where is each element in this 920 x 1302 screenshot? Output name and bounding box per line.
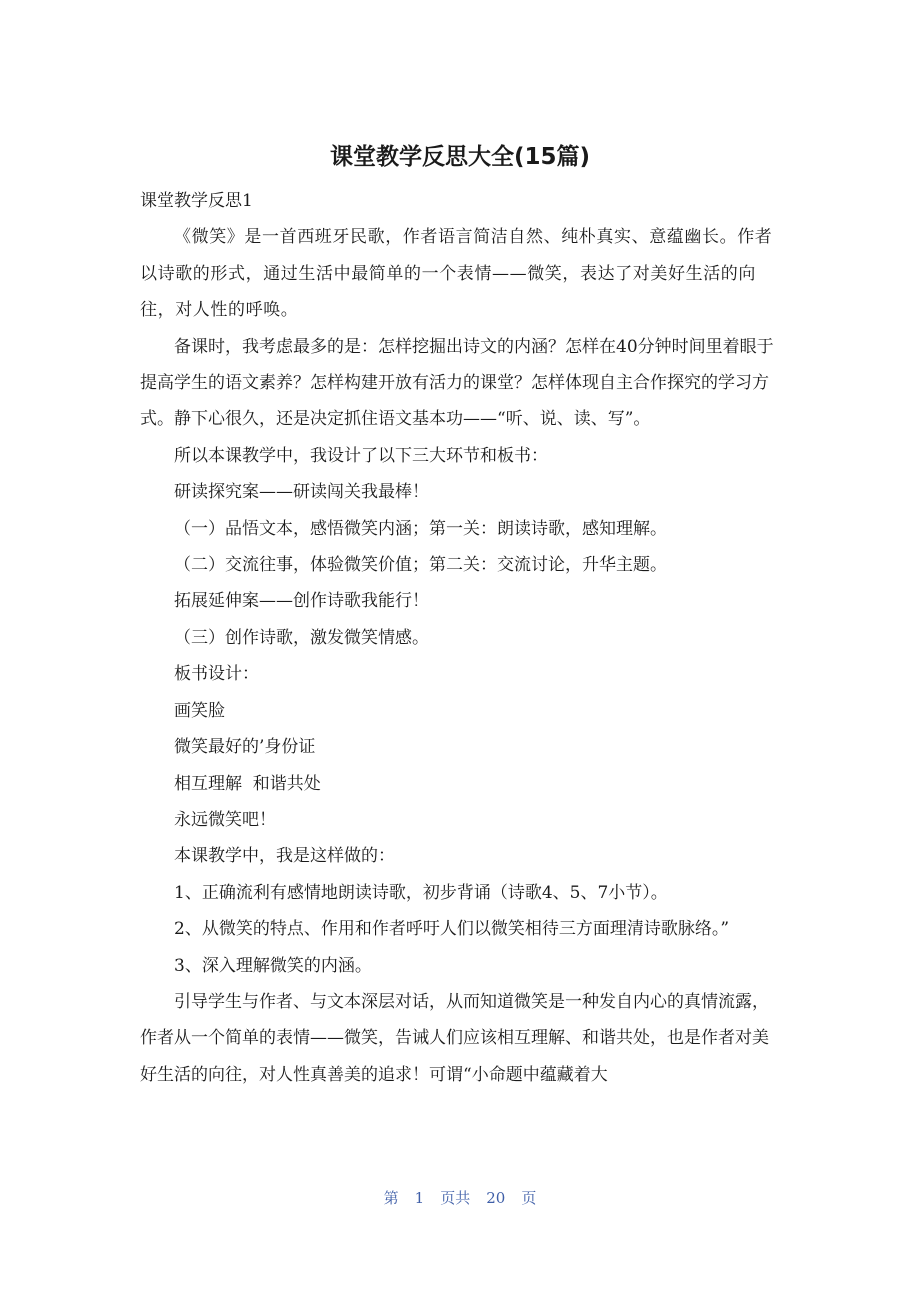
page-footer — [0, 1186, 920, 1210]
board-line-3: 相互理解 和谐共处 — [174, 773, 321, 794]
paragraph-method-1: 1、正确流利有感情地朗读诗歌，初步背诵（诗歌4、5、7小节）。 — [174, 882, 668, 903]
total-pages-number: 20 — [486, 1189, 506, 1207]
paragraph-method-2: 2、从微笑的特点、作用和作者呼吁人们以微笑相待三方面理清诗歌脉络。” — [174, 919, 730, 940]
paragraph-step-two: （二）交流往事，体验微笑价值；第二关：交流讨论，升华主题。 — [174, 555, 667, 576]
paragraph-design-intro: 所以本课教学中，我设计了以下三大环节和板书： — [174, 445, 548, 466]
paragraph-extension-plan: 拓展延伸案——创作诗歌我能行！ — [174, 591, 429, 612]
paragraph-step-one: （一）品悟文本，感悟微笑内涵；第一关：朗读诗歌，感知理解。 — [174, 518, 667, 539]
paragraph-method-intro: 本课教学中，我是这样做的： — [174, 846, 395, 867]
paragraph-preparation: 备课时，我考虑最多的是：怎样挖掘出诗文的内涵？怎样在40分钟时间里着眼于提高学生的语文素养？怎样构建开放有活力的课堂？怎样体现自主合作探究的学习方式。静下心很久，还是决定抓住语文基本功——“听、说、读、写”。 — [140, 336, 774, 430]
document-title: 课堂教学反思大全(15篇) — [329, 144, 591, 170]
footer-middle: 页共 — [440, 1189, 471, 1207]
current-page-number: 1 — [414, 1189, 425, 1207]
board-line-4: 永远微笑吧！ — [174, 809, 276, 830]
document-body — [140, 183, 780, 1093]
paragraph-intro: 《微笑》是一首西班牙民歌，作者语言简洁自然、纯朴真实、意蕴幽长。作者以诗歌的形式，通过生活中最简单的一个表情——微笑，表达了对美好生活的向往，对人性的呼唤。 — [140, 227, 773, 321]
board-line-1: 画笑脸 — [174, 700, 225, 721]
board-line-2: 微笑最好的’身份证 — [174, 737, 316, 758]
paragraph-board-design: 板书设计： — [174, 664, 259, 685]
paragraph-guidance: 引导学生与作者、与文本深层对话，从而知道微笑是一种发自内心的真情流露，作者从一个简单的表情——微笑，告诫人们应该相互理解、和谐共处，也是作者对美好生活的向往，对人性真善美的追求！可谓“小命题中蕴藏着大 — [140, 991, 769, 1085]
footer-prefix: 第 — [383, 1189, 399, 1207]
footer-suffix: 页 — [521, 1189, 537, 1207]
paragraph-step-three: （三）创作诗歌，激发微笑情感。 — [174, 627, 429, 648]
section-heading: 课堂教学反思1 — [140, 191, 253, 211]
paragraph-study-plan: 研读探究案——研读闯关我最棒！ — [174, 482, 429, 503]
paragraph-method-3: 3、深入理解微笑的内涵。 — [174, 955, 372, 976]
